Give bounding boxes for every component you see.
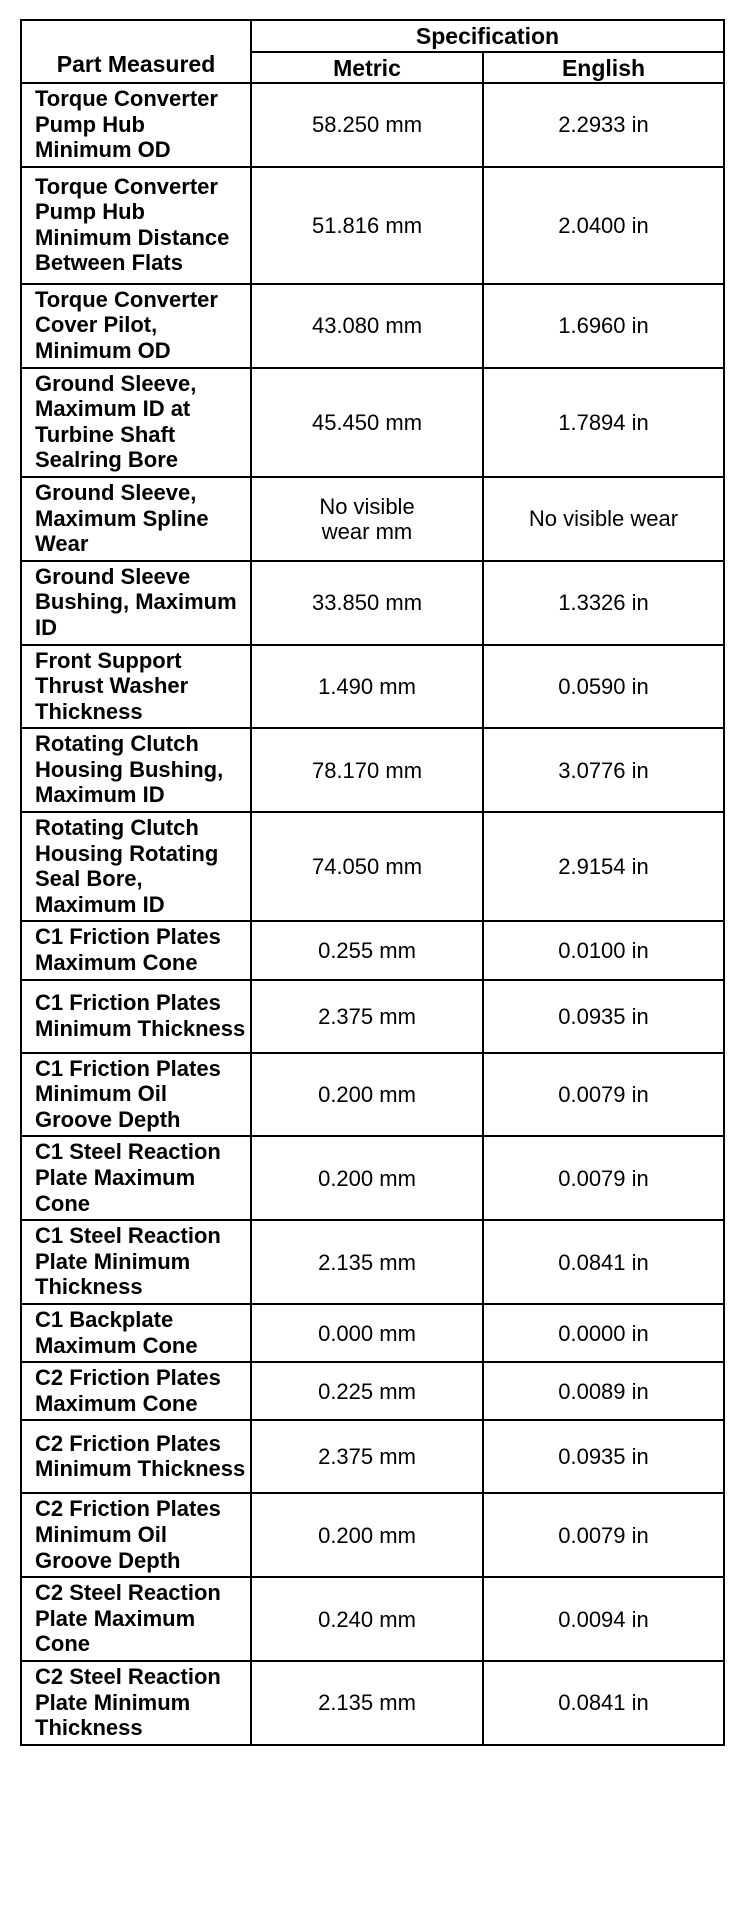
metric-value-cell — [251, 980, 483, 1053]
metric-value: No visible wear mm — [319, 493, 415, 544]
table-row — [21, 368, 724, 477]
part-measured-header: Part Measured — [21, 20, 251, 83]
metric-value-cell — [251, 921, 483, 979]
table-row — [21, 167, 724, 284]
table-row — [21, 645, 724, 729]
part-measured-cell: Ground Sleeve, Maximum ID at Turbine Shaft Sealring Bore — [21, 368, 251, 477]
metric-value: 0.200 mm — [318, 1522, 416, 1548]
table-body — [21, 83, 724, 1745]
metric-value-cell — [251, 1493, 483, 1577]
part-measured-cell: Torque Converter Pump Hub Minimum Distance Between Flats — [21, 167, 251, 284]
table-row — [21, 477, 724, 561]
metric-value: 0.225 mm — [318, 1378, 416, 1404]
english-value-cell: 0.0590 in — [483, 645, 724, 729]
part-measured-cell: Rotating Clutch Housing Rotating Seal Bore, Maximum ID — [21, 812, 251, 921]
part-measured-cell: C1 Steel Reaction Plate Maximum Cone — [21, 1136, 251, 1220]
table-row — [21, 980, 724, 1053]
metric-value-cell — [251, 645, 483, 729]
english-value-cell: 0.0935 in — [483, 980, 724, 1053]
metric-value-cell — [251, 167, 483, 284]
specification-table — [20, 19, 725, 1746]
english-value-cell: 0.0094 in — [483, 1577, 724, 1661]
table-row — [21, 812, 724, 921]
metric-value-cell — [251, 284, 483, 368]
metric-value: 2.135 mm — [318, 1690, 416, 1716]
english-value-cell: No visible wear — [483, 477, 724, 561]
table-row — [21, 1304, 724, 1362]
header-row-top — [21, 20, 724, 52]
part-measured-cell: C2 Steel Reaction Plate Minimum Thickness — [21, 1661, 251, 1745]
metric-value-cell — [251, 561, 483, 645]
metric-value-cell — [251, 812, 483, 921]
table-row — [21, 83, 724, 167]
part-measured-cell: Front Support Thrust Washer Thickness — [21, 645, 251, 729]
part-measured-cell: Ground Sleeve, Maximum Spline Wear — [21, 477, 251, 561]
part-measured-cell: Torque Converter Pump Hub Minimum OD — [21, 83, 251, 167]
metric-value-cell — [251, 1420, 483, 1493]
part-measured-cell: C1 Friction Plates Minimum Oil Groove Depth — [21, 1053, 251, 1137]
english-value-cell: 1.7894 in — [483, 368, 724, 477]
metric-header: Metric — [251, 52, 483, 83]
metric-value-cell — [251, 1136, 483, 1220]
metric-value-cell — [251, 1362, 483, 1420]
table-row — [21, 1053, 724, 1137]
english-value-cell: 0.0100 in — [483, 921, 724, 979]
table-row — [21, 284, 724, 368]
part-measured-cell: C2 Friction Plates Maximum Cone — [21, 1362, 251, 1420]
part-measured-cell: Torque Converter Cover Pilot, Minimum OD — [21, 284, 251, 368]
english-value-cell: 1.3326 in — [483, 561, 724, 645]
english-value-cell: 0.0079 in — [483, 1493, 724, 1577]
metric-value-cell — [251, 368, 483, 477]
english-value-cell: 0.0079 in — [483, 1136, 724, 1220]
metric-value-cell — [251, 1053, 483, 1137]
metric-value: 58.250 mm — [311, 112, 423, 138]
part-measured-cell: C2 Friction Plates Minimum Oil Groove Depth — [21, 1493, 251, 1577]
part-measured-cell: Ground Sleeve Bushing, Maximum ID — [21, 561, 251, 645]
english-value-cell: 0.0841 in — [483, 1220, 724, 1304]
english-value-cell: 0.0841 in — [483, 1661, 724, 1745]
table-row — [21, 1220, 724, 1304]
metric-value: 33.850 mm — [311, 590, 423, 616]
english-value-cell: 0.0935 in — [483, 1420, 724, 1493]
part-measured-cell: Rotating Clutch Housing Bushing, Maximum ID — [21, 728, 251, 812]
part-measured-cell: C1 Friction Plates Maximum Cone — [21, 921, 251, 979]
metric-value: 74.050 mm — [311, 854, 423, 880]
metric-value-cell — [251, 728, 483, 812]
table-row — [21, 1493, 724, 1577]
english-header: English — [483, 52, 724, 83]
part-measured-cell: C1 Backplate Maximum Cone — [21, 1304, 251, 1362]
table-row — [21, 1136, 724, 1220]
metric-value-cell — [251, 477, 483, 561]
table-row — [21, 561, 724, 645]
english-value-cell: 1.6960 in — [483, 284, 724, 368]
table-header — [21, 20, 724, 83]
part-measured-cell: C1 Steel Reaction Plate Minimum Thickness — [21, 1220, 251, 1304]
metric-value-cell — [251, 1577, 483, 1661]
metric-value: 0.255 mm — [318, 938, 416, 964]
table-row — [21, 1577, 724, 1661]
english-value-cell: 3.0776 in — [483, 728, 724, 812]
english-value-cell: 0.0079 in — [483, 1053, 724, 1137]
metric-value: 51.816 mm — [311, 212, 423, 238]
metric-value: 0.200 mm — [318, 1082, 416, 1108]
table-row — [21, 1661, 724, 1745]
metric-value: 1.490 mm — [318, 673, 416, 699]
metric-value: 2.375 mm — [318, 1003, 416, 1029]
metric-value-cell — [251, 1220, 483, 1304]
english-value-cell: 2.9154 in — [483, 812, 724, 921]
part-measured-cell: C2 Steel Reaction Plate Maximum Cone — [21, 1577, 251, 1661]
table-row — [21, 728, 724, 812]
specification-header: Specification — [251, 20, 724, 52]
english-value-cell: 2.2933 in — [483, 83, 724, 167]
table-row — [21, 1420, 724, 1493]
part-measured-cell: C1 Friction Plates Minimum Thickness — [21, 980, 251, 1053]
metric-value-cell — [251, 1304, 483, 1362]
part-measured-cell: C2 Friction Plates Minimum Thickness — [21, 1420, 251, 1493]
metric-value: 0.000 mm — [318, 1320, 416, 1346]
metric-value: 0.240 mm — [318, 1606, 416, 1632]
metric-value: 45.450 mm — [311, 409, 423, 435]
metric-value: 0.200 mm — [318, 1165, 416, 1191]
english-value-cell: 0.0089 in — [483, 1362, 724, 1420]
metric-value: 2.375 mm — [318, 1444, 416, 1470]
metric-value-cell — [251, 83, 483, 167]
metric-value-cell — [251, 1661, 483, 1745]
english-value-cell: 0.0000 in — [483, 1304, 724, 1362]
metric-value: 78.170 mm — [311, 757, 423, 783]
english-value-cell: 2.0400 in — [483, 167, 724, 284]
table-row — [21, 921, 724, 979]
metric-value: 2.135 mm — [318, 1249, 416, 1275]
metric-value: 43.080 mm — [311, 313, 423, 339]
table-row — [21, 1362, 724, 1420]
